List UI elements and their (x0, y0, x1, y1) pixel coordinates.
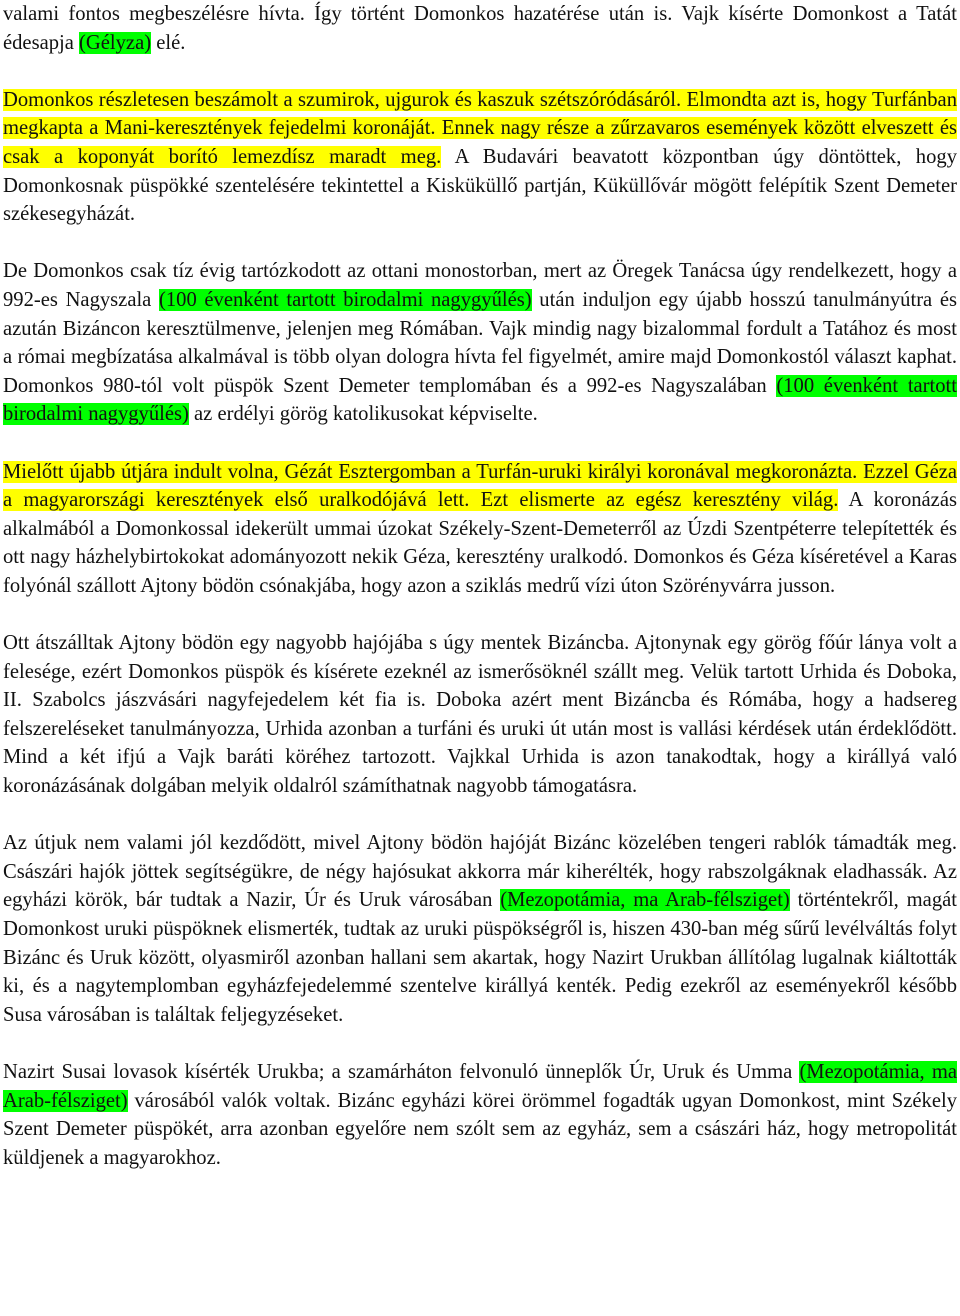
paragraph-6 (3, 829, 957, 1029)
paragraph-4 (3, 458, 957, 601)
text-run: A koronázás alkalmából a Domonkossal idekerült ummai úzokat Székely-Szent-Demeterről az Úzdi Szentpéterre telepítették és ott nagy házhelybirtokokat adományozott nekik Géza, keresztény uralkodó. Domonkos és Géza kíséretével a Karas folyónál szállott Ajtony bödön csónakjába, hogy azon a sziklás medrű vízi úton Szörényvárra jusson. (3, 489, 957, 597)
green-highlight: (Gélyza) (79, 31, 152, 54)
yellow-highlight: Ennek nagy része a zűrzavaros események között elveszett és csak a koponyát borító lemezdísz maradt meg. (3, 117, 957, 168)
text-run: valami fontos megbeszélésre hívta. Így történt Domonkos hazatérése után is. Vajk kísérte Domonkost a Tatát édesapja (3, 3, 957, 54)
paragraph-2 (3, 86, 957, 229)
text-run: Nazirt Susai lovasok kísérték Urukba; a szamárháton felvonuló ünneplők Úr, Uruk és Umma (3, 1060, 800, 1083)
green-highlight: (100 évenként tartott birodalmi nagygyűlés) (159, 288, 532, 311)
text-run: De Domonkos csak tíz évig tartózkodott az ottani monostorban, mert az Öregek Tanácsa úgy rendelkezett, hogy a 992-es Nagyszala (3, 260, 957, 311)
text-run: történtekről, magát Domonkost uruki püspöknek elismerték, tudtak az uruki püspökségről is, hiszen 430-ban még sűrű levélváltás folyt Bizánc és Uruk között, olyasmiről azonban hallani sem akartak, hogy Nazirt Urukban állítólag lugalnak kiáltották ki, és a nagytemplomban egyházfejedelemmé szentelve királlyá kenték. Pedig ezekről az eseményekről később Susa városában is találtak feljegyzéseket. (3, 889, 957, 1026)
text-run: után induljon egy újabb hosszú tanulmányútra és azután Bizáncon keresztülmenve, jelenjen meg Rómában. Vajk mindig nagy bizalommal fordult a Tatához és most a római megbízatása alkalmával is több olyan dologra hívta fel figyelmét, amire majd Domonkostól választ kaphat. Domonkos 980-tól volt püspök Szent Demeter templomában és a 992-es Nagyszalában (3, 288, 958, 397)
green-highlight: (100 évenként tartott birodalmi nagygyűlés) (3, 374, 958, 426)
text-run: Az útjuk nem valami jól kezdődött, mivel Ajtony bödön hajóját Bizánc közelében tengeri rablók támadták meg. Császári hajók jöttek segítségükre, de négy hajósukat akkorra már kiherélték, hogy rabszolgáknak eladhassák. Az egyházi körök, bár tudtak a Nazir, Úr és Uruk városában (3, 832, 957, 912)
paragraph-3 (3, 257, 957, 429)
paragraph-7 (3, 1058, 957, 1172)
paragraph-5 (3, 629, 957, 801)
text-run: elé. (151, 31, 186, 54)
yellow-highlight: Mielőtt újabb útjára indult volna, Gézát Esztergomban a Turfán-uruki királyi koronával megkoronázta. Ezzel Géza a magyarországi keresztények első uralkodójává lett. Ezt elismerte az egész keresztény világ. (3, 460, 957, 512)
text-run: Ott átszálltak Ajtony bödön egy nagyobb hajójába s úgy mentek Bizáncba. Ajtonynak egy görög főúr lánya volt a felesége, ezért Domonkos püspök és kísérete ezeknél az ismerősöknél szállt meg. Velük tartott Urhida és Doboka, II. Szabolcs jászvásári nagyfejedelem két fia is. Doboka azért ment Bizáncba és Rómába, hogy a hadsereg felszereléseket tanulmányozza, Urhida azonban a turfáni és uruki út után most is vallási kérdések után érdeklődött. Mind a két ifjú a Vajk baráti köréhez tartozott. Vajkkal Urhida is azon tanakodtak, hogy a királlyá való koronázásának dolgában melyik oldalról számíthatnak nagyobb támogatásra. (3, 632, 957, 798)
text-run: városából valók voltak. Bizánc egyházi körei örömmel fogadták ugyan Domonkost, mint Székely Szent Demeter püspökét, arra azonban egyelőre nem szólt sem az egyház, sem a császári ház, hogy metropolitát küldjenek a magyarokhoz. (3, 1089, 957, 1169)
yellow-highlight: Domonkos részletesen beszámolt a szumirok, ujgurok és kaszuk szétszóródásáról. Elmondta azt is, hogy Turfánban megkapta a Mani-keresztények fejedelmi koronáját. (3, 88, 957, 140)
paragraph-1 (3, 0, 957, 57)
text-run: az erdélyi görög katolikusokat képviselte. (188, 403, 538, 426)
green-highlight: (Mezopotámia, ma Arab-félsziget) (500, 889, 790, 912)
green-highlight: (Mezopotámia, ma Arab-félsziget) (3, 1060, 958, 1112)
text-run: A Budavári beavatott központban úgy döntöttek, hogy Domonkosnak püspökké szentelésére tekintettel a Kisküküllő partján, Küküllővár mögött felépítik Szent Demeter székesegyházát. (3, 145, 957, 226)
